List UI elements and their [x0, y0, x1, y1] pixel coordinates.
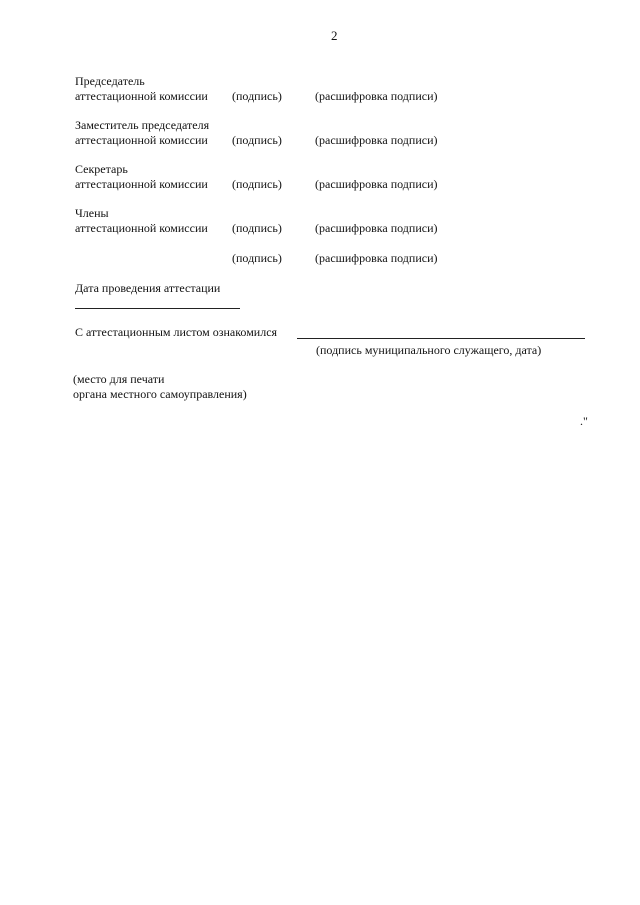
member1-decryption-caption: (расшифровка подписи) [315, 221, 438, 235]
member2-signature-caption: (подпись) [232, 251, 282, 265]
chairman-decryption-caption: (расшифровка подписи) [315, 89, 438, 103]
secretary-role-commission: аттестационной комиссии [75, 177, 208, 191]
chairman-signature-caption: (подпись) [232, 89, 282, 103]
deputy-role-title: Заместитель председателя [75, 118, 210, 132]
attestation-date-label: Дата проведения аттестации [75, 281, 221, 295]
acquainted-signature-line [297, 338, 585, 339]
deputy-role-commission: аттестационной комиссии [75, 133, 208, 147]
acquainted-caption: (подпись муниципального служащего, дата) [316, 343, 542, 357]
secretary-signature-caption: (подпись) [232, 177, 282, 191]
attestation-date-line [75, 308, 240, 309]
members-role-commission: аттестационной комиссии [75, 221, 208, 235]
chairman-role-title: Председатель [75, 74, 145, 88]
deputy-signature-caption: (подпись) [232, 133, 282, 147]
secretary-role-title: Секретарь [75, 162, 128, 176]
member1-signature-caption: (подпись) [232, 221, 282, 235]
closing-mark: ." [580, 414, 588, 428]
stamp-place-line2: органа местного самоуправления) [73, 387, 247, 401]
secretary-decryption-caption: (расшифровка подписи) [315, 177, 438, 191]
deputy-decryption-caption: (расшифровка подписи) [315, 133, 438, 147]
members-role-title: Члены [75, 206, 109, 220]
page-number: 2 [331, 28, 338, 43]
acquainted-label: С аттестационным листом ознакомился [75, 325, 278, 339]
member2-decryption-caption: (расшифровка подписи) [315, 251, 438, 265]
chairman-role-commission: аттестационной комиссии [75, 89, 208, 103]
stamp-place-line1: (место для печати [73, 372, 165, 386]
